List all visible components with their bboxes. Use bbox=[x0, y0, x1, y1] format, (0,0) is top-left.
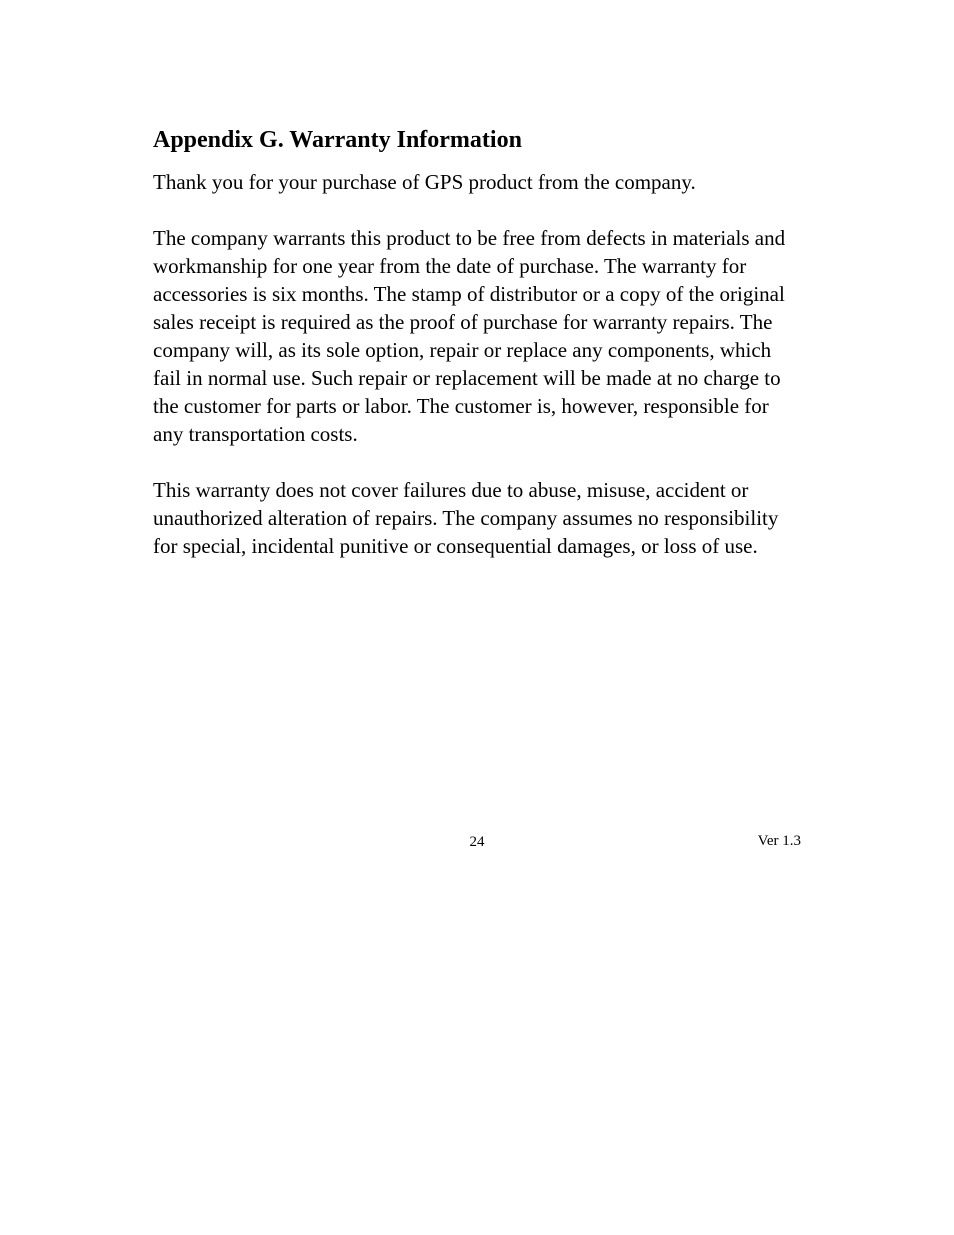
warranty-exclusions-paragraph: This warranty does not cover failures due to abuse, misuse, accident or unauthorized alteration of repairs. The company assumes no responsibility for special, incidental punitive or consequential damages, or loss of use. bbox=[153, 478, 779, 558]
page-title: Appendix G. Warranty Information bbox=[153, 127, 522, 153]
page-number: 24 bbox=[469, 834, 485, 850]
version-label: Ver 1.3 bbox=[757, 833, 801, 849]
warranty-terms-paragraph: The company warrants this product to be free from defects in materials and workmanship for one year from the date of purchase. The warranty for accessories is six months. The stamp of distributor or a copy of the original sales receipt is required as the proof of purchase for warranty repairs. The company will, as its sole option, repair or replace any components, which fail in normal use. Such repair or replacement will be made at no charge to the customer for parts or labor. The customer is, however, responsible for any transportation costs. bbox=[153, 226, 786, 446]
page-content bbox=[153, 124, 803, 588]
intro-paragraph: Thank you for your purchase of GPS product from the company. bbox=[153, 170, 696, 194]
